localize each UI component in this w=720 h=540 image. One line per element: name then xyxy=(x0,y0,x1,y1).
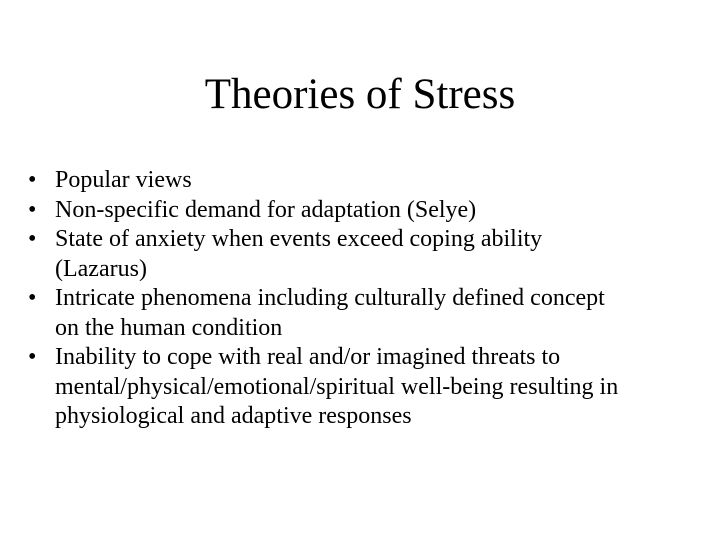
bullet-item xyxy=(28,284,716,343)
bullet-item xyxy=(28,166,716,196)
bullet-dot-icon: • xyxy=(28,226,37,252)
bullet-text-line: Popular views xyxy=(55,167,192,193)
bullet-dot-icon: • xyxy=(28,167,37,193)
bullet-text-line: physiological and adaptive responses xyxy=(55,403,412,429)
bullet-dot-icon: • xyxy=(28,344,37,370)
bullet-item xyxy=(28,196,716,226)
bullet-text-line: mental/physical/emotional/spiritual well-being resulting in xyxy=(55,373,619,400)
slide-title: Theories of Stress xyxy=(204,71,516,118)
bullet-dot-icon: • xyxy=(28,196,37,223)
bullet-dot-icon: • xyxy=(28,285,37,311)
bullet-item xyxy=(28,343,716,432)
bullet-text-line: (Lazarus) xyxy=(55,255,147,282)
bullet-list xyxy=(28,166,716,432)
bullet-item xyxy=(28,225,716,284)
bullet-text-line: Inability to cope with real and/or imagined threats to xyxy=(55,344,561,370)
bullet-text-line: Non-specific demand for adaptation (Selye) xyxy=(55,196,477,223)
bullet-text-line: Intricate phenomena including culturally defined concept xyxy=(55,285,605,311)
bullet-text-line: State of anxiety when events exceed coping ability xyxy=(55,226,543,252)
bullet-text-line: on the human condition xyxy=(55,314,283,341)
